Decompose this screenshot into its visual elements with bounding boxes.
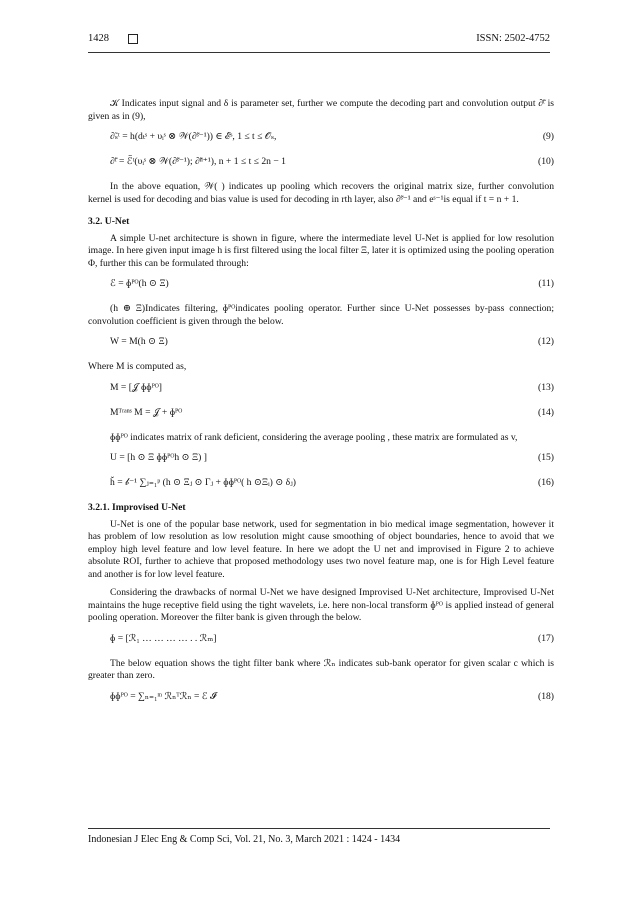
equation-number: (18) (538, 690, 554, 702)
square-icon (128, 34, 138, 44)
equation-body: ℰ = ɸᴾᴼ(h ⊙ Ξ) (110, 278, 169, 289)
paragraph: A simple U-net architecture is shown in figure, where the intermediate level U-Net is applied for low resolution image. In here given input image h is first filtered using the local filter Ξ, later it is optimized using the pooling operation Φ, further this can be formulated through: (88, 232, 554, 269)
equation-number: (11) (538, 278, 554, 289)
equation-body: ɸ = [ℛ₁ … … … … . . ℛₘ] (110, 632, 217, 644)
paragraph: (h ⊕ Ξ)Indicates filtering, ɸᴾᴼindicates pooling operator. Further since U-Net possesses by-pass connection; convolution coefficient is given through the below. (88, 303, 554, 327)
equation-16 (88, 477, 554, 490)
equation-9 (88, 131, 554, 144)
equation-body: ȟ = 𝒷⁻¹ ∑ⱼ₌₁ᵖ (h ⊙ Ξⱼ ⊙ Γⱼ + ɸɸᴾᴼ( h ⊙Ξᵢ) ⊙ δⱼ) (110, 477, 296, 488)
paragraph: 𝒦 Indicates input signal and δ is parameter set, further we compute the decoding part and convolution output ∂̃ᵗ is given as in (9), (88, 98, 554, 122)
journal-citation: Indonesian J Elec Eng & Comp Sci, Vol. 21, No. 3, March 2021 : 1424 - 1434 (88, 834, 401, 845)
equation-18 (88, 691, 554, 704)
equation-body: ∂̃ᵗ = ℰ̃ᵗ(υᵢˢ ⊗ 𝒲(∂̃ˢ⁻¹); ∂̃ⁿ⁺¹), n + 1 ≤ t ≤ 2n − 1 (110, 156, 286, 167)
paragraph: U-Net is one of the popular base network, used for segmentation in bio medical image segmentation, however it has problem of low resolution as low resolution might cause smoothing of object boundaries, hence to avoid that we employ high level feature and low level feature. In here we adopt the U net and improvised in Figure 2 to achieve absolute ROI, further to achieve that proposed methodology uses two novel feature map, one is for High Level feature and another is for low level feature. (88, 518, 554, 580)
equation-body: U = [h ⊙ Ξ ɸɸᴾᴼh ⊙ Ξ) ] (110, 452, 207, 463)
equation-13 (88, 382, 554, 395)
equation-15 (88, 452, 554, 465)
page-header (88, 30, 550, 53)
equation-11 (88, 278, 554, 291)
equation-body: M = [𝒥 ɸɸᴾᴼ] (110, 381, 162, 393)
equation-number: (9) (542, 131, 554, 142)
page-footer (88, 828, 550, 845)
equation-body: ɸɸᴾᴼ = ∑ₙ₌₁ᵐ ℛₙᵀℛₙ = ℰ 𝓘 (110, 690, 217, 702)
page-number: 1428 (88, 33, 109, 44)
equation-body: Mᵀʳᵃⁿˢ M = 𝒥 + ɸᴾᴼ (110, 406, 183, 418)
paragraph: In the above equation, 𝒲( ) indicates up pooling which recovers the original matrix size, further convolution kernel is used for decoding and bias value is used for decoding in rth layer, also ∂̃ˢ⁻¹ and eˢ⁻¹is equal if t = n + 1. (88, 181, 554, 205)
equation-number: (13) (538, 381, 554, 393)
equation-number: (16) (538, 477, 554, 488)
page-body (88, 98, 554, 716)
issn: ISSN: 2502-4752 (476, 33, 550, 44)
equation-10 (88, 156, 554, 169)
equation-number: (15) (538, 452, 554, 463)
section-heading: 3.2. U-Net (88, 216, 130, 227)
paragraph: Considering the drawbacks of normal U-Net we have designed Improvised U-Net architecture, Improvised U-Net maintains the huge receptive field using the tight wavelets, i.e. here non-local transform ɸᴾᴼ is applied instead of general pooling operation. Moreover the filter bank is given through the below. (88, 587, 554, 623)
paragraph: ɸɸᴾᴼ indicates matrix of rank deficient, considering the average pooling , these matrix are formulated as v, (110, 431, 518, 443)
equation-17 (88, 633, 554, 646)
subsection-heading: 3.2.1. Improvised U-Net (88, 502, 186, 513)
equation-number: (10) (538, 156, 554, 167)
equation-number: (17) (538, 632, 554, 644)
equation-14 (88, 407, 554, 420)
equation-body: W = M(h ⊙ Ξ) (110, 336, 168, 347)
equation-body: ∂̃ₛᵗ = h(dₜˢ + υᵢˢ ⊗ 𝒲(∂̃ˢ⁻¹)) ∈ ℰˢ, 1 ≤ t ≤ 𝒪ₛ, (110, 131, 277, 142)
equation-number: (12) (538, 336, 554, 347)
paragraph: The below equation shows the tight filter bank where ℛₙ indicates sub-bank operator for given scalar c which is greater than zero. (88, 657, 554, 681)
equation-number: (14) (538, 406, 554, 418)
paragraph: Where M is computed as, (88, 361, 187, 372)
equation-12 (88, 336, 554, 349)
